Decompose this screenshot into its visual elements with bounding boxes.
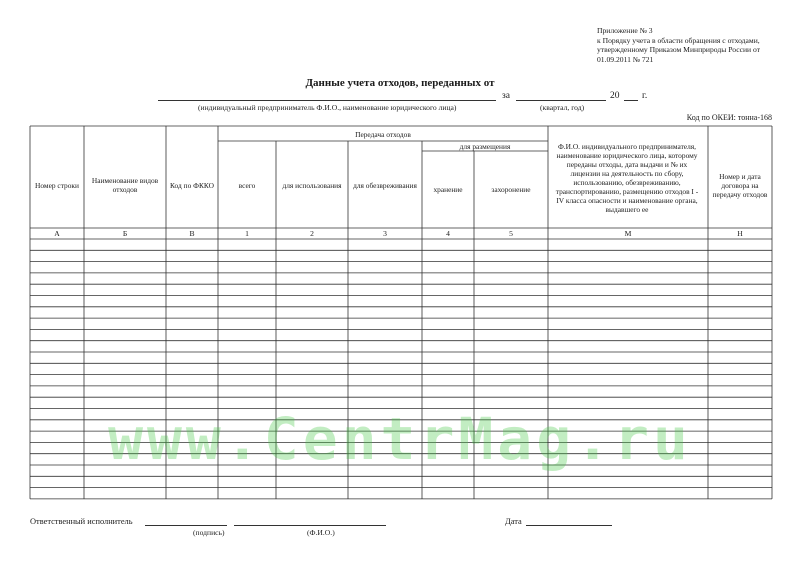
table-cell[interactable] <box>84 318 166 329</box>
table-cell[interactable] <box>708 318 772 329</box>
table-cell[interactable] <box>548 307 708 318</box>
watermark: www.CentrMag.ru <box>108 405 692 473</box>
table-cell[interactable] <box>548 284 708 295</box>
table-cell[interactable] <box>474 341 548 352</box>
table-row <box>30 284 772 295</box>
table-cell[interactable] <box>218 386 276 397</box>
table-cell[interactable] <box>166 476 218 487</box>
table-row <box>30 262 772 273</box>
year-prefix: 20 <box>610 91 620 101</box>
header-fkko-code: Код по ФККО <box>170 180 214 190</box>
table-cell[interactable] <box>218 307 276 318</box>
header-waste-name: Наименование видов отходов <box>91 176 159 194</box>
table-cell[interactable] <box>30 386 84 397</box>
appendix-line: Приложение № 3 <box>597 26 653 35</box>
appendix-line: к Порядку учета в области обращения с отходами, <box>597 35 760 45</box>
table-cell[interactable] <box>348 329 422 340</box>
table-row <box>30 329 772 340</box>
table-cell[interactable] <box>166 488 218 499</box>
table-cell[interactable] <box>276 307 348 318</box>
table-cell[interactable] <box>348 386 422 397</box>
table-row <box>30 239 772 250</box>
table-cell[interactable] <box>218 262 276 273</box>
table-cell[interactable] <box>166 341 218 352</box>
table-cell[interactable] <box>348 296 422 307</box>
table-cell[interactable] <box>422 273 474 284</box>
table-cell[interactable] <box>30 341 84 352</box>
table-cell[interactable] <box>474 352 548 363</box>
table-cell[interactable] <box>84 250 166 261</box>
table-cell[interactable] <box>166 284 218 295</box>
table-row <box>30 250 772 261</box>
table-cell[interactable] <box>348 352 422 363</box>
table-cell[interactable] <box>348 375 422 386</box>
table-cell[interactable] <box>474 284 548 295</box>
table-cell[interactable] <box>548 318 708 329</box>
table-cell[interactable] <box>166 307 218 318</box>
table-cell[interactable] <box>422 262 474 273</box>
table-cell[interactable] <box>84 341 166 352</box>
document-title: Данные учета отходов, переданных от <box>305 77 495 89</box>
column-code: 5 <box>509 229 513 238</box>
header-placement-group: для размещения <box>459 141 511 151</box>
header-total: всего <box>238 180 256 190</box>
table-cell[interactable] <box>218 375 276 386</box>
table-cell[interactable] <box>218 284 276 295</box>
table-cell[interactable] <box>218 296 276 307</box>
table-cell[interactable] <box>276 386 348 397</box>
table-cell[interactable] <box>218 318 276 329</box>
table-cell[interactable] <box>276 363 348 374</box>
table-cell[interactable] <box>708 476 772 487</box>
table-cell[interactable] <box>348 341 422 352</box>
table-cell[interactable] <box>218 476 276 487</box>
table-cell[interactable] <box>708 386 772 397</box>
table-cell[interactable] <box>276 318 348 329</box>
column-code: А <box>54 229 60 238</box>
table-cell[interactable] <box>166 273 218 284</box>
table-cell[interactable] <box>474 329 548 340</box>
table-cell[interactable] <box>474 363 548 374</box>
column-code: 2 <box>310 229 314 238</box>
table-cell[interactable] <box>422 318 474 329</box>
table-cell[interactable] <box>422 375 474 386</box>
table-cell[interactable] <box>166 329 218 340</box>
table-cell[interactable] <box>84 284 166 295</box>
header-for-neutralization: для обезвреживания <box>353 180 417 190</box>
okei-code: Код по ОКЕИ: тонна-168 <box>686 113 772 122</box>
table-cell[interactable] <box>166 375 218 386</box>
table-cell[interactable] <box>548 488 708 499</box>
table-cell[interactable] <box>84 363 166 374</box>
table-cell[interactable] <box>422 488 474 499</box>
table-row <box>30 341 772 352</box>
table-cell[interactable] <box>166 318 218 329</box>
table-cell[interactable] <box>30 488 84 499</box>
table-cell[interactable] <box>548 375 708 386</box>
table-cell[interactable] <box>218 352 276 363</box>
table-row <box>30 352 772 363</box>
table-cell[interactable] <box>474 488 548 499</box>
subtitle-period: (квартал, год) <box>540 103 585 112</box>
table-cell[interactable] <box>276 488 348 499</box>
table-cell[interactable] <box>276 476 348 487</box>
table-cell[interactable] <box>276 341 348 352</box>
table-cell[interactable] <box>474 386 548 397</box>
table-cell[interactable] <box>708 363 772 374</box>
table-cell[interactable] <box>708 329 772 340</box>
signature-caption: (подпись) <box>193 528 225 537</box>
table-cell[interactable] <box>84 273 166 284</box>
table-cell[interactable] <box>84 262 166 273</box>
table-cell[interactable] <box>548 476 708 487</box>
appendix-line: утвержденному Приказом Минприроды России от <box>597 45 761 55</box>
table-cell[interactable] <box>422 239 474 250</box>
header-burial: захоронение <box>491 185 531 194</box>
header-contract: Номер и дата договора на передачу отходов <box>712 171 768 199</box>
column-code: 4 <box>446 229 450 238</box>
table-cell[interactable] <box>30 375 84 386</box>
table-cell[interactable] <box>166 352 218 363</box>
column-code: 3 <box>383 229 387 238</box>
table-cell[interactable] <box>218 488 276 499</box>
column-code: В <box>189 229 195 238</box>
table-cell[interactable] <box>474 239 548 250</box>
header-storage: хранение <box>433 185 463 194</box>
table-cell[interactable] <box>218 273 276 284</box>
table-cell[interactable] <box>708 262 772 273</box>
table-cell[interactable] <box>276 296 348 307</box>
table-cell[interactable] <box>166 239 218 250</box>
table-cell[interactable] <box>30 363 84 374</box>
table-cell[interactable] <box>422 352 474 363</box>
table-row <box>30 375 772 386</box>
table-row <box>30 318 772 329</box>
table-cell[interactable] <box>30 352 84 363</box>
table-cell[interactable] <box>276 284 348 295</box>
table-cell[interactable] <box>84 386 166 397</box>
table-cell[interactable] <box>348 262 422 273</box>
table-row <box>30 296 772 307</box>
table-cell[interactable] <box>276 273 348 284</box>
table-cell[interactable] <box>30 296 84 307</box>
table-cell[interactable] <box>422 476 474 487</box>
table-row <box>30 488 772 499</box>
table-cell[interactable] <box>548 363 708 374</box>
table-cell[interactable] <box>548 239 708 250</box>
table-cell[interactable] <box>474 250 548 261</box>
date-line[interactable] <box>526 525 612 526</box>
table-cell[interactable] <box>84 488 166 499</box>
table-cell[interactable] <box>276 250 348 261</box>
table-cell[interactable] <box>422 341 474 352</box>
signature-line[interactable] <box>145 525 227 526</box>
table-cell[interactable] <box>708 296 772 307</box>
table-cell[interactable] <box>708 307 772 318</box>
table-row <box>30 476 772 487</box>
table-cell[interactable] <box>474 273 548 284</box>
table-row <box>30 307 772 318</box>
table-cell[interactable] <box>708 250 772 261</box>
table-cell[interactable] <box>30 284 84 295</box>
table-cell[interactable] <box>474 262 548 273</box>
table-cell[interactable] <box>84 296 166 307</box>
table-cell[interactable] <box>422 284 474 295</box>
table-cell[interactable] <box>348 363 422 374</box>
column-code: Н <box>737 229 743 238</box>
table-cell[interactable] <box>474 375 548 386</box>
table-cell[interactable] <box>30 307 84 318</box>
table-cell[interactable] <box>548 262 708 273</box>
table-cell[interactable] <box>84 352 166 363</box>
table-cell[interactable] <box>218 341 276 352</box>
table-cell[interactable] <box>422 363 474 374</box>
table-cell[interactable] <box>276 375 348 386</box>
table-cell[interactable] <box>276 262 348 273</box>
table-cell[interactable] <box>84 375 166 386</box>
table-cell[interactable] <box>548 296 708 307</box>
table-cell[interactable] <box>474 296 548 307</box>
column-code: М <box>624 229 632 238</box>
table-cell[interactable] <box>474 318 548 329</box>
table-cell[interactable] <box>548 273 708 284</box>
table-cell[interactable] <box>166 363 218 374</box>
table-cell[interactable] <box>84 329 166 340</box>
table-cell[interactable] <box>348 273 422 284</box>
table-cell[interactable] <box>218 363 276 374</box>
table-cell[interactable] <box>708 488 772 499</box>
table-cell[interactable] <box>276 239 348 250</box>
table-cell[interactable] <box>218 329 276 340</box>
table-cell[interactable] <box>548 250 708 261</box>
header-transfer-group: Передача отходов <box>355 129 411 139</box>
table-cell[interactable] <box>422 329 474 340</box>
table-cell[interactable] <box>84 239 166 250</box>
table-row <box>30 273 772 284</box>
header-for-use: для использования <box>282 180 342 190</box>
appendix-line: 01.09.2011 № 721 <box>597 54 654 64</box>
year-suffix: г. <box>642 91 648 101</box>
table-cell[interactable] <box>708 284 772 295</box>
table-cell[interactable] <box>548 352 708 363</box>
table-cell[interactable] <box>166 386 218 397</box>
fio-line[interactable] <box>234 525 386 526</box>
table-cell[interactable] <box>30 239 84 250</box>
table-row <box>30 363 772 374</box>
table-cell[interactable] <box>84 476 166 487</box>
table-cell[interactable] <box>218 239 276 250</box>
period-za-label: за <box>502 91 510 101</box>
table-cell[interactable] <box>548 341 708 352</box>
table-cell[interactable] <box>166 296 218 307</box>
table-cell[interactable] <box>708 239 772 250</box>
table-cell[interactable] <box>474 476 548 487</box>
table-cell[interactable] <box>30 329 84 340</box>
table-cell[interactable] <box>708 352 772 363</box>
table-cell[interactable] <box>348 318 422 329</box>
table-cell[interactable] <box>84 307 166 318</box>
table-cell[interactable] <box>548 329 708 340</box>
table-cell[interactable] <box>276 329 348 340</box>
table-cell[interactable] <box>708 273 772 284</box>
table-cell[interactable] <box>708 341 772 352</box>
column-code: Б <box>122 229 128 238</box>
table-cell[interactable] <box>30 273 84 284</box>
fio-caption: (Ф.И.О.) <box>307 528 335 537</box>
table-cell[interactable] <box>218 250 276 261</box>
table-cell[interactable] <box>348 239 422 250</box>
table-cell[interactable] <box>30 318 84 329</box>
table-cell[interactable] <box>708 375 772 386</box>
header-recipient: Ф.И.О. индивидуального предпринимателя, наименование юридического лица, которому переданы отходы, дата выдачи и № их лицензии на деятельность по сбору, использованию, обезвреживанию, транспортированию, размещению отходов I - IV класса опасности и наименование органа, выдавшего ее <box>555 142 699 214</box>
table-row <box>30 386 772 397</box>
table-cell[interactable] <box>348 284 422 295</box>
table-cell[interactable] <box>30 262 84 273</box>
table-cell[interactable] <box>166 262 218 273</box>
table-cell[interactable] <box>548 386 708 397</box>
responsible-label: Ответственный исполнитель <box>30 517 133 526</box>
table-cell[interactable] <box>422 250 474 261</box>
table-cell[interactable] <box>474 307 548 318</box>
table-cell[interactable] <box>348 307 422 318</box>
table-cell[interactable] <box>422 296 474 307</box>
table-cell[interactable] <box>422 386 474 397</box>
table-cell[interactable] <box>276 352 348 363</box>
date-label: Дата <box>505 517 522 526</box>
table-cell[interactable] <box>348 250 422 261</box>
table-cell[interactable] <box>348 476 422 487</box>
subtitle-entity: (индивидуальный предприниматель Ф.И.О., наименование юридического лица) <box>198 103 457 112</box>
table-cell[interactable] <box>422 307 474 318</box>
header-row-number: Номер строки <box>35 180 79 190</box>
table-cell[interactable] <box>348 488 422 499</box>
table-cell[interactable] <box>166 250 218 261</box>
table-cell[interactable] <box>30 250 84 261</box>
column-code: 1 <box>245 229 249 238</box>
table-cell[interactable] <box>30 476 84 487</box>
